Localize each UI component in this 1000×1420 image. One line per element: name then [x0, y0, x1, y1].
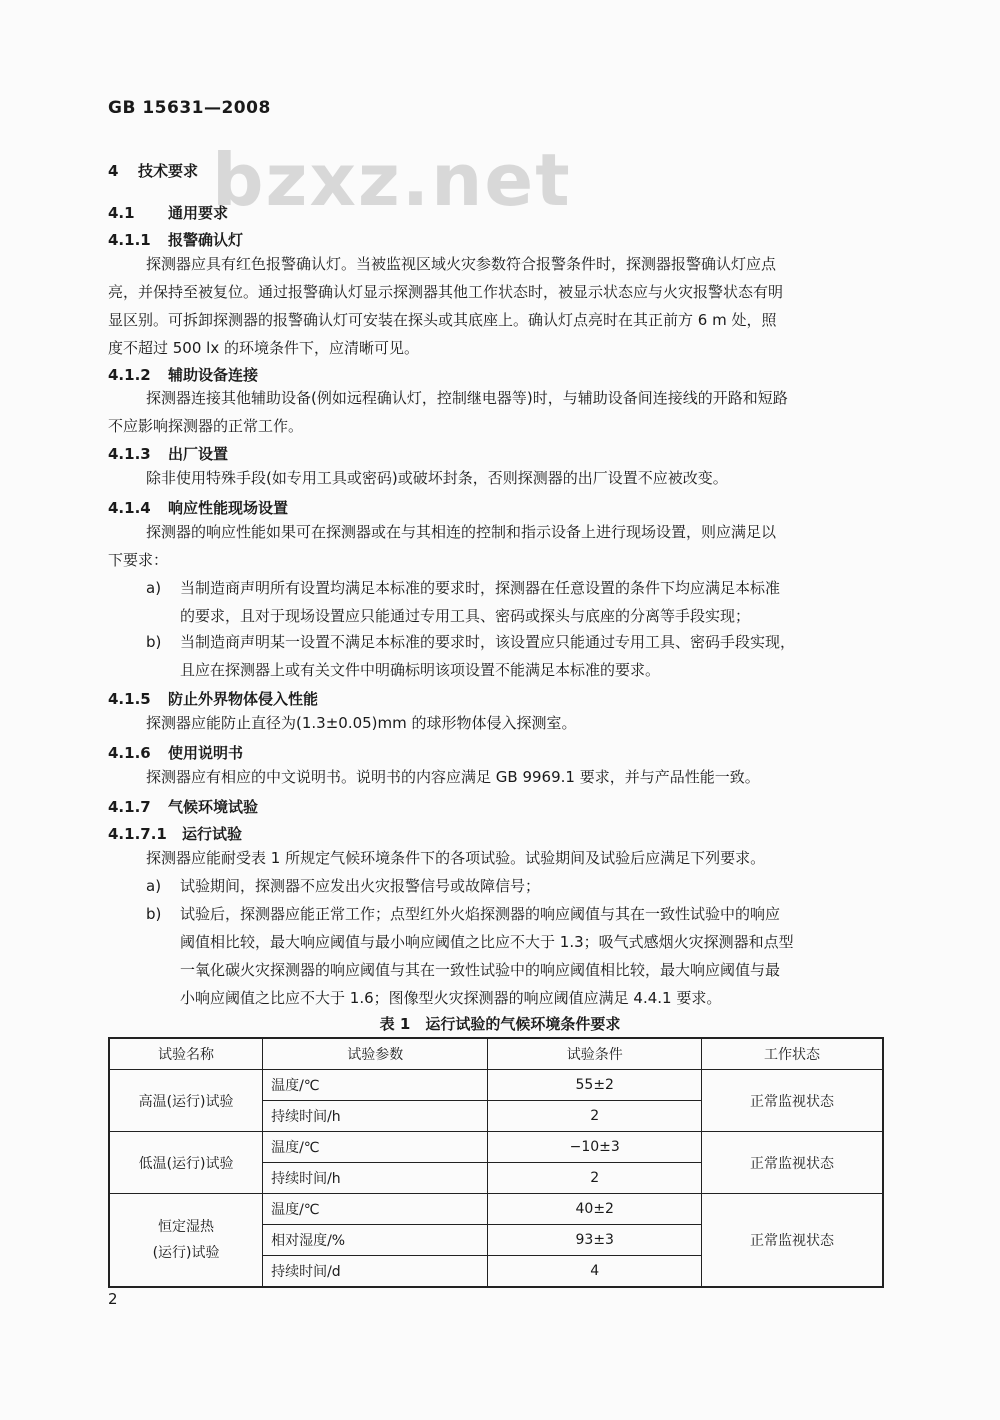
section-number: 4: [108, 162, 119, 180]
list-item-line: 试验期间，探测器不应发出火灾报警信号或故障信号；: [180, 877, 541, 895]
section-number: 4.1.7.1: [108, 825, 167, 843]
param-cell: 温度/℃: [263, 1132, 488, 1163]
section-title: 技术要求: [138, 162, 199, 180]
list-item-line: 的要求，且对于现场设置应只能通过专用工具、密码或探头与底座的分离等手段实现；: [180, 607, 751, 625]
list-item-line: 试验后，探测器应能正常工作；点型红外火焰探测器的响应阈值与其在一致性试验中的响应: [180, 905, 781, 923]
section-title: 响应性能现场设置: [168, 499, 289, 517]
section-number: 4.1.2: [108, 366, 151, 384]
section-title: 使用说明书: [168, 744, 244, 762]
list-item-label: b): [146, 633, 162, 651]
page-number: 2: [108, 1290, 118, 1308]
paragraph-line: 探测器连接其他辅助设备(例如远程确认灯，控制继电器等)时，与辅助设备间连接线的开路和短路: [146, 389, 788, 407]
param-cell: 温度/℃: [263, 1070, 488, 1101]
test-name-cell: [109, 1194, 263, 1288]
section-heading: [108, 497, 288, 518]
list-item-label: b): [146, 905, 162, 923]
list-item-line: 小响应阈值之比应不大于 1.6；图像型火灾探测器的响应阈值应满足 4.4.1 要求。: [180, 989, 722, 1007]
section-number: 4.1.5: [108, 690, 151, 708]
table-header-row: [109, 1038, 883, 1070]
watermark: bzxz.net: [212, 138, 572, 222]
section-heading: [108, 443, 228, 464]
section-number: 4.1.7: [108, 798, 151, 816]
list-item-label: a): [146, 877, 162, 895]
param-cell: 持续时间/h: [263, 1163, 488, 1194]
table-row: [109, 1194, 883, 1225]
condition-cell: 2: [488, 1101, 702, 1132]
paragraph-line: 显区别。可拆卸探测器的报警确认灯可安装在探头或其底座上。确认灯点亮时在其正前方 6 m 处，照: [108, 311, 777, 329]
param-cell: 持续时间/d: [263, 1256, 488, 1288]
paragraph-line: 不应影响探测器的正常工作。: [108, 417, 304, 435]
section-heading: [108, 742, 243, 763]
condition-cell: 2: [488, 1163, 702, 1194]
test-name-cell: 低温(运行)试验: [109, 1132, 263, 1194]
list-item-line: 当制造商声明所有设置均满足本标准的要求时，探测器在任意设置的条件下均应满足本标准: [180, 579, 781, 597]
paragraph-line: 亮，并保持至被复位。通过报警确认灯显示探测器其他工作状态时，被显示状态应与火灾报警状态有明: [108, 283, 784, 301]
paragraph-line: 下要求：: [108, 551, 169, 569]
condition-cell: 55±2: [488, 1070, 702, 1101]
section-title: 运行试验: [182, 825, 243, 843]
status-cell: 正常监视状态: [701, 1132, 883, 1194]
section-number: 4.1.4: [108, 499, 151, 517]
section-heading: [108, 796, 258, 817]
table-title: 表 1 运行试验的气候环境条件要求: [379, 1015, 621, 1033]
section-title: 通用要求: [168, 204, 229, 222]
param-cell: 温度/℃: [263, 1194, 488, 1225]
section-title: 气候环境试验: [168, 798, 259, 816]
column-header: 试验名称: [109, 1038, 263, 1070]
list-item-line: 当制造商声明某一设置不满足本标准的要求时，该设置应只能通过专用工具、密码手段实现，: [180, 633, 796, 651]
section-number: 4.1.1: [108, 231, 151, 249]
condition-cell: 40±2: [488, 1194, 702, 1225]
table-row: [109, 1132, 883, 1163]
paragraph-line: 探测器应能防止直径为(1.3±0.05)mm 的球形物体侵入探测室。: [146, 714, 577, 732]
test-name-line: 恒定湿热: [158, 1219, 215, 1235]
section-title: 防止外界物体侵入性能: [168, 690, 319, 708]
column-header: 试验参数: [263, 1038, 488, 1070]
status-cell: 正常监视状态: [701, 1070, 883, 1132]
test-name-cell: 高温(运行)试验: [109, 1070, 263, 1132]
section-heading: [108, 202, 228, 223]
section-heading: [108, 364, 258, 385]
paragraph-line: 度不超过 500 lx 的环境条件下，应清晰可见。: [108, 339, 419, 357]
table-row: [109, 1070, 883, 1101]
conditions-table: [108, 1037, 884, 1288]
section-title: 出厂设置: [168, 445, 229, 463]
param-cell: 相对湿度/%: [263, 1225, 488, 1256]
section-heading: [108, 229, 243, 250]
condition-cell: −10±3: [488, 1132, 702, 1163]
list-item-line: 一氧化碳火灾探测器的响应阈值与其在一致性试验中的响应阈值相比较，最大响应阈值与最: [180, 961, 781, 979]
section-number: 4.1.6: [108, 744, 151, 762]
paragraph-line: 探测器的响应性能如果可在探测器或在与其相连的控制和指示设备上进行现场设置，则应满足以: [146, 523, 777, 541]
condition-cell: 93±3: [488, 1225, 702, 1256]
param-cell: 持续时间/h: [263, 1101, 488, 1132]
paragraph-line: 探测器应有相应的中文说明书。说明书的内容应满足 GB 9969.1 要求，并与产品性能一致。: [146, 768, 760, 786]
section-number: 4.1.3: [108, 445, 151, 463]
column-header: 工作状态: [701, 1038, 883, 1070]
section-heading: [108, 160, 198, 181]
list-item-line: 且应在探测器上或有关文件中明确标明该项设置不能满足本标准的要求。: [180, 661, 661, 679]
document-id: GB 15631—2008: [108, 98, 271, 118]
section-title: 辅助设备连接: [168, 366, 259, 384]
paragraph-line: 探测器应能耐受表 1 所规定气候环境条件下的各项试验。试验期间及试验后应满足下列要求。: [146, 849, 766, 867]
column-header: 试验条件: [488, 1038, 702, 1070]
list-item-label: a): [146, 579, 162, 597]
section-heading: [108, 688, 318, 709]
paragraph-line: 除非使用特殊手段(如专用工具或密码)或破坏封条，否则探测器的出厂设置不应被改变。: [146, 469, 728, 487]
section-title: 报警确认灯: [168, 231, 244, 249]
condition-cell: 4: [488, 1256, 702, 1288]
section-heading: [108, 823, 242, 844]
paragraph-line: 探测器应具有红色报警确认灯。当被监视区域火灾参数符合报警条件时，探测器报警确认灯应点: [146, 255, 777, 273]
test-name-line: (运行)试验: [152, 1245, 220, 1261]
section-number: 4.1: [108, 204, 135, 222]
list-item-line: 阈值相比较，最大响应阈值与最小响应阈值之比应不大于 1.3；吸气式感烟火灾探测器和点型: [180, 933, 794, 951]
status-cell: 正常监视状态: [701, 1194, 883, 1288]
